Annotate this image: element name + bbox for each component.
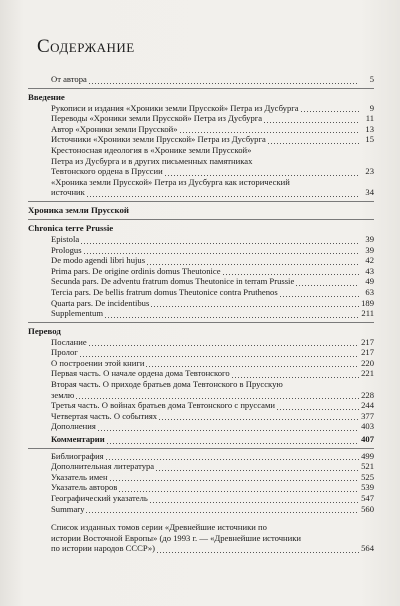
toc-entry[interactable] — [28, 166, 374, 177]
leader-dots — [145, 359, 359, 368]
leader-dots — [83, 246, 359, 255]
table-of-contents — [28, 74, 374, 554]
leader-dots — [158, 412, 359, 421]
leader-dots — [106, 436, 359, 445]
toc-entry[interactable] — [28, 411, 374, 422]
leader-dots — [222, 267, 359, 276]
leader-dots — [86, 189, 359, 198]
toc-entry-label: источник — [51, 187, 85, 198]
toc-entry-label: Автор «Хроники земли Прусской» — [51, 123, 178, 134]
leader-dots — [164, 168, 359, 177]
toc-entry-page: 217 — [361, 336, 374, 347]
toc-entry-label: Дополнения — [51, 421, 96, 432]
toc-entry[interactable] — [28, 347, 374, 358]
toc-entry-label: От автора — [51, 74, 87, 84]
toc-entry-label: Пролог — [51, 347, 78, 358]
toc-entry[interactable] — [28, 113, 374, 124]
toc-entry-page: 521 — [361, 461, 374, 472]
toc-entry-page: 525 — [361, 471, 374, 482]
toc-entry-page: 13 — [365, 123, 374, 134]
toc-entry-page: 5 — [369, 74, 374, 84]
toc-entry-label: Указатель авторов — [51, 482, 118, 493]
toc-entry-page: 407 — [361, 434, 374, 445]
toc-entry[interactable] — [28, 504, 374, 515]
leader-dots — [156, 545, 359, 554]
toc-entry-label: Указатель имен — [51, 471, 108, 482]
toc-entry[interactable] — [28, 461, 374, 472]
divider — [28, 448, 374, 449]
toc-entry-page: 23 — [365, 166, 374, 177]
toc-entry-page: 211 — [361, 308, 374, 319]
toc-entry-label: Quarta pars. De incidentibus — [51, 297, 150, 308]
toc-entry[interactable] — [28, 134, 374, 145]
toc-entry-label: Tercia pars. De bellis fratrum domus Theutonice contra Pruthenos — [51, 286, 278, 297]
leader-dots — [85, 505, 359, 514]
leader-dots — [231, 370, 359, 379]
toc-entry-label: Epistola — [51, 233, 80, 244]
toc-entry-page: 377 — [361, 410, 374, 421]
toc-entry-page: 42 — [365, 255, 374, 266]
toc-entry[interactable] — [28, 234, 374, 245]
leader-dots — [105, 452, 359, 461]
toc-entry[interactable] — [28, 266, 374, 277]
toc-entry-label: землю — [51, 389, 75, 400]
toc-entry-label: Комментарии — [51, 434, 105, 445]
toc-entry[interactable] — [28, 400, 374, 411]
toc-entry[interactable] — [28, 308, 374, 319]
leader-dots — [75, 391, 359, 400]
toc-entry-label: De modo agendi libri hujus — [51, 255, 146, 266]
toc-entry-page: 9 — [369, 102, 374, 113]
toc-entry[interactable] — [28, 543, 374, 554]
toc-entry[interactable] — [28, 358, 374, 369]
leader-dots — [295, 278, 359, 287]
toc-entry-label: О построении этой книги — [51, 357, 145, 368]
toc-entry[interactable] — [28, 124, 374, 135]
toc-entry-page: 39 — [365, 244, 374, 255]
toc-entry-page: 189 — [361, 297, 374, 308]
toc-entry[interactable] — [28, 390, 374, 401]
leader-dots — [263, 115, 359, 124]
divider — [28, 219, 374, 220]
toc-entry-page: 34 — [365, 187, 374, 198]
toc-entry-line: Список изданных томов серии «Древнейшие источники по — [51, 522, 267, 533]
leader-dots — [97, 423, 359, 432]
toc-entry-page: 221 — [361, 368, 374, 379]
toc-entry-label: Переводы «Хроники земли Прусской» Петра из Дусбурга — [51, 113, 263, 124]
toc-entry-page: 63 — [365, 286, 374, 297]
toc-entry-label: Послание — [51, 336, 87, 347]
leader-dots — [88, 338, 359, 347]
page-title: Содержание — [37, 36, 135, 57]
leader-dots — [179, 125, 359, 134]
toc-entry-label: Четвертая часть. О событиях — [51, 410, 158, 421]
toc-entry-label: по истории народов СССР») — [51, 543, 156, 554]
toc-entry[interactable] — [28, 337, 374, 348]
section-heading-chronicle: Хроника земли Прусской — [28, 204, 129, 215]
toc-entry-label: Рукописи и издания «Хроники земли Прусской» Петра из Дусбурга — [51, 102, 299, 113]
toc-entry-line: истории Восточной Европы» (до 1993 г. — «Древнейшие источники — [51, 532, 302, 543]
toc-entry[interactable] — [28, 245, 374, 256]
toc-entry[interactable] — [28, 493, 374, 504]
toc-entry[interactable] — [28, 368, 374, 379]
section-heading-translation: Перевод — [28, 325, 61, 336]
toc-entry[interactable] — [28, 298, 374, 309]
leader-dots — [109, 473, 359, 482]
section-heading-intro: Введение — [28, 91, 65, 102]
leader-dots — [267, 136, 359, 145]
divider — [28, 201, 374, 202]
leader-dots — [150, 299, 359, 308]
divider — [28, 88, 374, 89]
toc-entry-label: Secunda pars. De adventu fratrum domus Theutonice in terram Prussie — [51, 276, 295, 287]
section-heading-latin: Chronica terre Prussie — [28, 222, 114, 233]
toc-entry-page: 39 — [365, 233, 374, 244]
toc-entry-label: Источники «Хроники земли Прусской» Петра из Дусбурга — [51, 134, 266, 145]
leader-dots — [118, 484, 359, 493]
toc-entry-page: 220 — [361, 357, 374, 368]
toc-entry-line: Крестоносная идеология в «Хронике земли Прусской» — [51, 144, 252, 155]
leader-dots — [88, 76, 359, 85]
toc-entry[interactable] — [28, 276, 374, 287]
leader-dots — [149, 495, 359, 504]
toc-entry-page: 228 — [361, 389, 374, 400]
toc-entry-label: Prologus — [51, 244, 82, 255]
toc-entry-page: 217 — [361, 347, 374, 358]
divider — [28, 322, 374, 323]
leader-dots — [80, 236, 359, 245]
toc-entry-page: 499 — [361, 450, 374, 461]
toc-entry-from-author[interactable] — [28, 74, 374, 85]
leader-dots — [279, 289, 359, 298]
toc-entry-page: 49 — [365, 276, 374, 287]
toc-entry-line: Петра из Дусбурга и в других письменных памятниках — [51, 155, 253, 166]
toc-entry-page: 539 — [361, 482, 374, 493]
toc-entry-page: 15 — [365, 134, 374, 145]
toc-entry-label: Тевтонского ордена в Пруссии — [51, 166, 163, 177]
leader-dots — [155, 463, 359, 472]
toc-entry-page: 11 — [365, 113, 374, 124]
toc-entry[interactable] — [28, 451, 374, 462]
toc-entry[interactable] — [28, 255, 374, 266]
toc-entry-label: Summary — [51, 503, 85, 514]
toc-entry-line: Вторая часть. О приходе братьев дома Тевтонского в Прусскую — [51, 379, 283, 390]
toc-entry[interactable] — [28, 421, 374, 432]
spacer — [28, 514, 374, 522]
leader-dots — [300, 104, 359, 113]
leader-dots — [104, 310, 359, 319]
toc-entry-page: 564 — [361, 543, 374, 554]
toc-entry-label: Третья часть. О войнах братьев дома Тевтонского с пруссами — [51, 400, 275, 411]
toc-entry[interactable] — [28, 472, 374, 483]
toc-entry-label: Географический указатель — [51, 493, 148, 503]
toc-entry[interactable] — [28, 287, 374, 298]
toc-entry-comments[interactable] — [28, 434, 374, 445]
toc-entry-page: 43 — [365, 265, 374, 276]
leader-dots — [276, 402, 359, 411]
leader-dots — [79, 349, 359, 358]
toc-entry[interactable] — [28, 187, 374, 198]
leader-dots — [146, 257, 359, 266]
toc-entry-label: Supplementum — [51, 308, 104, 319]
toc-entry[interactable] — [28, 482, 374, 493]
toc-entry-page: 244 — [361, 400, 374, 411]
toc-entry-page: 560 — [361, 503, 374, 514]
toc-entry-page: 403 — [361, 421, 374, 432]
toc-entry-page: 547 — [361, 493, 374, 503]
toc-entry-label: Prima pars. De origine ordinis domus Theutonice — [51, 265, 221, 276]
toc-entry-line: «Хроника земли Прусской» Петра из Дусбурга как исторический — [51, 176, 290, 187]
toc-entry-label: Дополнительная литература — [51, 461, 155, 472]
toc-entry-label: Первая часть. О начале ордена дома Тевтонского — [51, 368, 230, 379]
toc-entry-label: Библиография — [51, 450, 104, 461]
toc-entry[interactable] — [28, 103, 374, 114]
